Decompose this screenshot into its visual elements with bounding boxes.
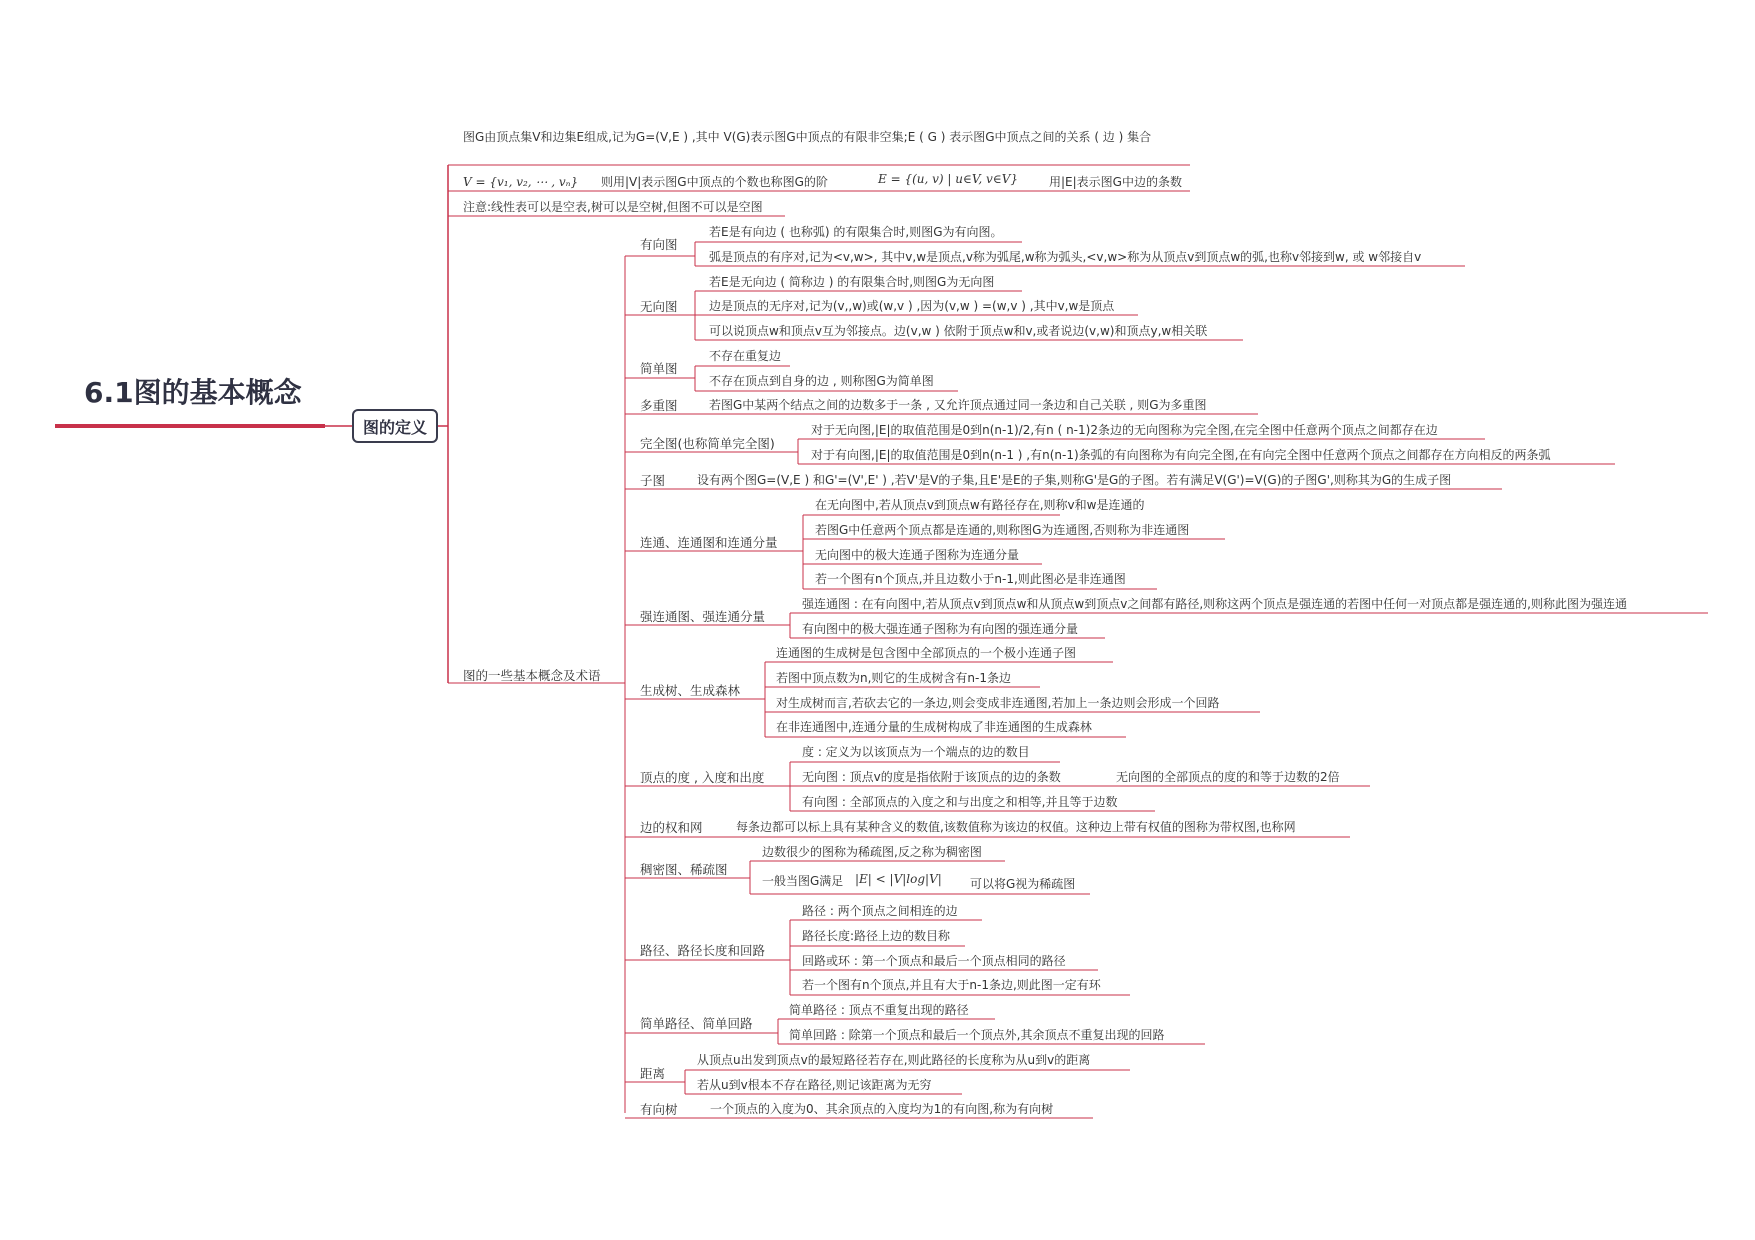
degree-item: 有向图 : 全部顶点的入度之和与出度之和相等,并且等于边数 <box>802 795 1118 809</box>
distance-item: 从顶点u出发到顶点v的最短路径若存在,则此路径的长度称为从u到v的距离 <box>697 1053 1091 1067</box>
undirected-item: 边是顶点的无序对,记为(v,,w)或(w,v ) ,因为(v,w ) =(w,v ) ,其中v,w是顶点 <box>709 299 1115 313</box>
spanning-item: 若图中顶点数为n,则它的生成树含有n-1条边 <box>776 671 1011 685</box>
density-item: 一般当图G满足 <box>762 874 844 888</box>
complete-item: 对于无向图,|E|的取值范围是0到n(n-1)/2,有n ( n-1)2条边的无向图称为完全图,在完全图中任意两个顶点之间都存在边 <box>811 423 1438 437</box>
simple-path-topic[interactable]: 简单路径、简单回路 <box>640 1016 753 1031</box>
directed-tree-topic[interactable]: 有向树 <box>640 1102 678 1117</box>
degree-topic[interactable]: 顶点的度 , 入度和出度 <box>640 770 765 785</box>
concepts-topic[interactable]: 图的一些基本概念及术语 <box>463 668 601 683</box>
definition-topic[interactable]: 图的定义 <box>352 409 438 443</box>
distance-topic[interactable]: 距离 <box>640 1066 666 1081</box>
directed-graph-topic[interactable]: 有向图 <box>640 237 678 252</box>
vertex-count-desc: 则用|V|表示图G中顶点的个数也称图G的阶 <box>601 175 828 189</box>
connected-item: 无向图中的极大连通子图称为连通分量 <box>815 548 1020 562</box>
path-topic[interactable]: 路径、路径长度和回路 <box>640 943 766 958</box>
distance-item: 若从u到v根本不存在路径,则记该距离为无穷 <box>697 1078 932 1092</box>
simple-item: 不存在重复边 <box>709 349 782 363</box>
simple-graph-topic[interactable]: 简单图 <box>640 361 678 376</box>
path-item: 路径长度:路径上边的数目称 <box>802 929 951 943</box>
degree-item: 度 : 定义为以该顶点为一个端点的边的数目 <box>802 745 1030 759</box>
edge-count-desc: 用|E|表示图G中边的条数 <box>1049 175 1182 189</box>
simple-path-item: 简单路径 : 顶点不重复出现的路径 <box>789 1003 969 1017</box>
degree-item: 无向图 : 顶点v的度是指依附于该顶点的边的条数 <box>802 770 1061 784</box>
connected-item: 若一个图有n个顶点,并且边数小于n-1,则此图必是非连通图 <box>815 572 1126 586</box>
multigraph-topic[interactable]: 多重图 <box>640 398 678 413</box>
spanning-item: 连通图的生成树是包含图中全部顶点的一个极小连通子图 <box>776 646 1077 660</box>
undirected-item: 可以说顶点w和顶点v互为邻接点。边(v,w ) 依附于顶点w和v,或者说边(v,w)和顶点y,w相关联 <box>709 324 1208 338</box>
subgraph-topic[interactable]: 子图 <box>640 473 666 488</box>
directed-tree-desc: 一个顶点的入度为0、其余顶点的入度均为1的有向图,称为有向树 <box>710 1102 1054 1116</box>
spanning-tree-topic[interactable]: 生成树、生成森林 <box>640 683 741 698</box>
root-topic[interactable]: 6.1图的基本概念 <box>84 376 302 409</box>
path-item: 若一个图有n个顶点,并且有大于n-1条边,则此图一定有环 <box>802 978 1101 992</box>
edge-set-formula: E = {(u, v) | u∈V, v∈V} <box>878 172 1019 186</box>
connected-topic[interactable]: 连通、连通图和连通分量 <box>640 535 778 550</box>
undirected-item: 若E是无向边 ( 简称边 ) 的有限集合时,则图G为无向图 <box>709 275 995 289</box>
strong-item: 有向图中的极大强连通子图称为有向图的强连通分量 <box>802 622 1079 636</box>
definition-line-1: 图G由顶点集V和边集E组成,记为G=(V,E ) ,其中 V(G)表示图G中顶点的有限非空集;E ( G ) 表示图G中顶点之间的关系 ( 边 ) 集合 <box>463 130 1152 144</box>
path-item: 回路或环 : 第一个顶点和最后一个顶点相同的路径 <box>802 954 1066 968</box>
subgraph-desc: 设有两个图G=(V,E ) 和G'=(V',E' ) ,若V'是V的子集,且E'是E的子集,则称G'是G的子图。若有满足V(G')=V(G)的子图G',则称其为G的生成子图 <box>697 473 1452 487</box>
vertex-set-formula: V = {v₁, v₂, ⋯ , vₙ} <box>463 175 579 189</box>
degree-sum-note: 无向图的全部顶点的度的和等于边数的2倍 <box>1116 770 1340 784</box>
density-item: 边数很少的图称为稀疏图,反之称为稠密图 <box>762 845 982 859</box>
spanning-item: 对生成树而言,若砍去它的一条边,则会变成非连通图,若加上一条边则会形成一个回路 <box>776 696 1220 710</box>
undirected-graph-topic[interactable]: 无向图 <box>640 299 678 314</box>
spanning-item: 在非连通图中,连通分量的生成树构成了非连通图的生成森林 <box>776 720 1092 734</box>
simple-path-item: 简单回路 : 除第一个顶点和最后一个顶点外,其余顶点不重复出现的回路 <box>789 1028 1165 1042</box>
connected-item: 若图G中任意两个顶点都是连通的,则称图G为连通图,否则称为非连通图 <box>815 523 1190 537</box>
simple-item: 不存在顶点到自身的边 , 则称图G为简单图 <box>709 374 934 388</box>
strong-connected-topic[interactable]: 强连通图、强连通分量 <box>640 609 766 624</box>
complete-item: 对于有向图,|E|的取值范围是0到n(n-1 ) ,有n(n-1)条弧的有向图称为有向完全图,在有向完全图中任意两个顶点之间都存在方向相反的两条弧 <box>811 448 1551 462</box>
weighted-desc: 每条边都可以标上具有某种含义的数值,该数值称为该边的权值。这种边上带有权值的图称为带权图,也称网 <box>736 820 1296 834</box>
complete-graph-topic[interactable]: 完全图(也称简单完全图) <box>640 436 775 451</box>
sparse-condition-formula: |E| < |V|log|V| <box>855 872 942 886</box>
definition-note: 注意:线性表可以是空表,树可以是空树,但图不可以是空图 <box>463 200 763 214</box>
path-item: 路径 : 两个顶点之间相连的边 <box>802 904 958 918</box>
connected-item: 在无向图中,若从顶点v到顶点w有路径存在,则称v和w是连通的 <box>815 498 1145 512</box>
directed-item: 弧是顶点的有序对,记为<v,w>, 其中v,w是顶点,v称为弧尾,w称为弧头,<v,w>称为从顶点v到顶点w的弧,也称v邻接到w, 或 w邻接自v <box>709 250 1422 264</box>
sparse-conclusion: 可以将G视为稀疏图 <box>970 877 1076 891</box>
directed-item: 若E是有向边 ( 也称弧) 的有限集合时,则图G为有向图。 <box>709 225 1003 239</box>
multigraph-desc: 若图G中某两个结点之间的边数多于一条 , 又允许顶点通过同一条边和自己关联 , 则G为多重图 <box>709 398 1207 412</box>
density-topic[interactable]: 稠密图、稀疏图 <box>640 862 728 877</box>
weighted-graph-topic[interactable]: 边的权和网 <box>640 820 703 835</box>
strong-item: 强连通图 : 在有向图中,若从顶点v到顶点w和从顶点w到顶点v之间都有路径,则称这两个顶点是强连通的若图中任何一对顶点都是强连通的,则称此图为强连通 <box>802 597 1627 611</box>
